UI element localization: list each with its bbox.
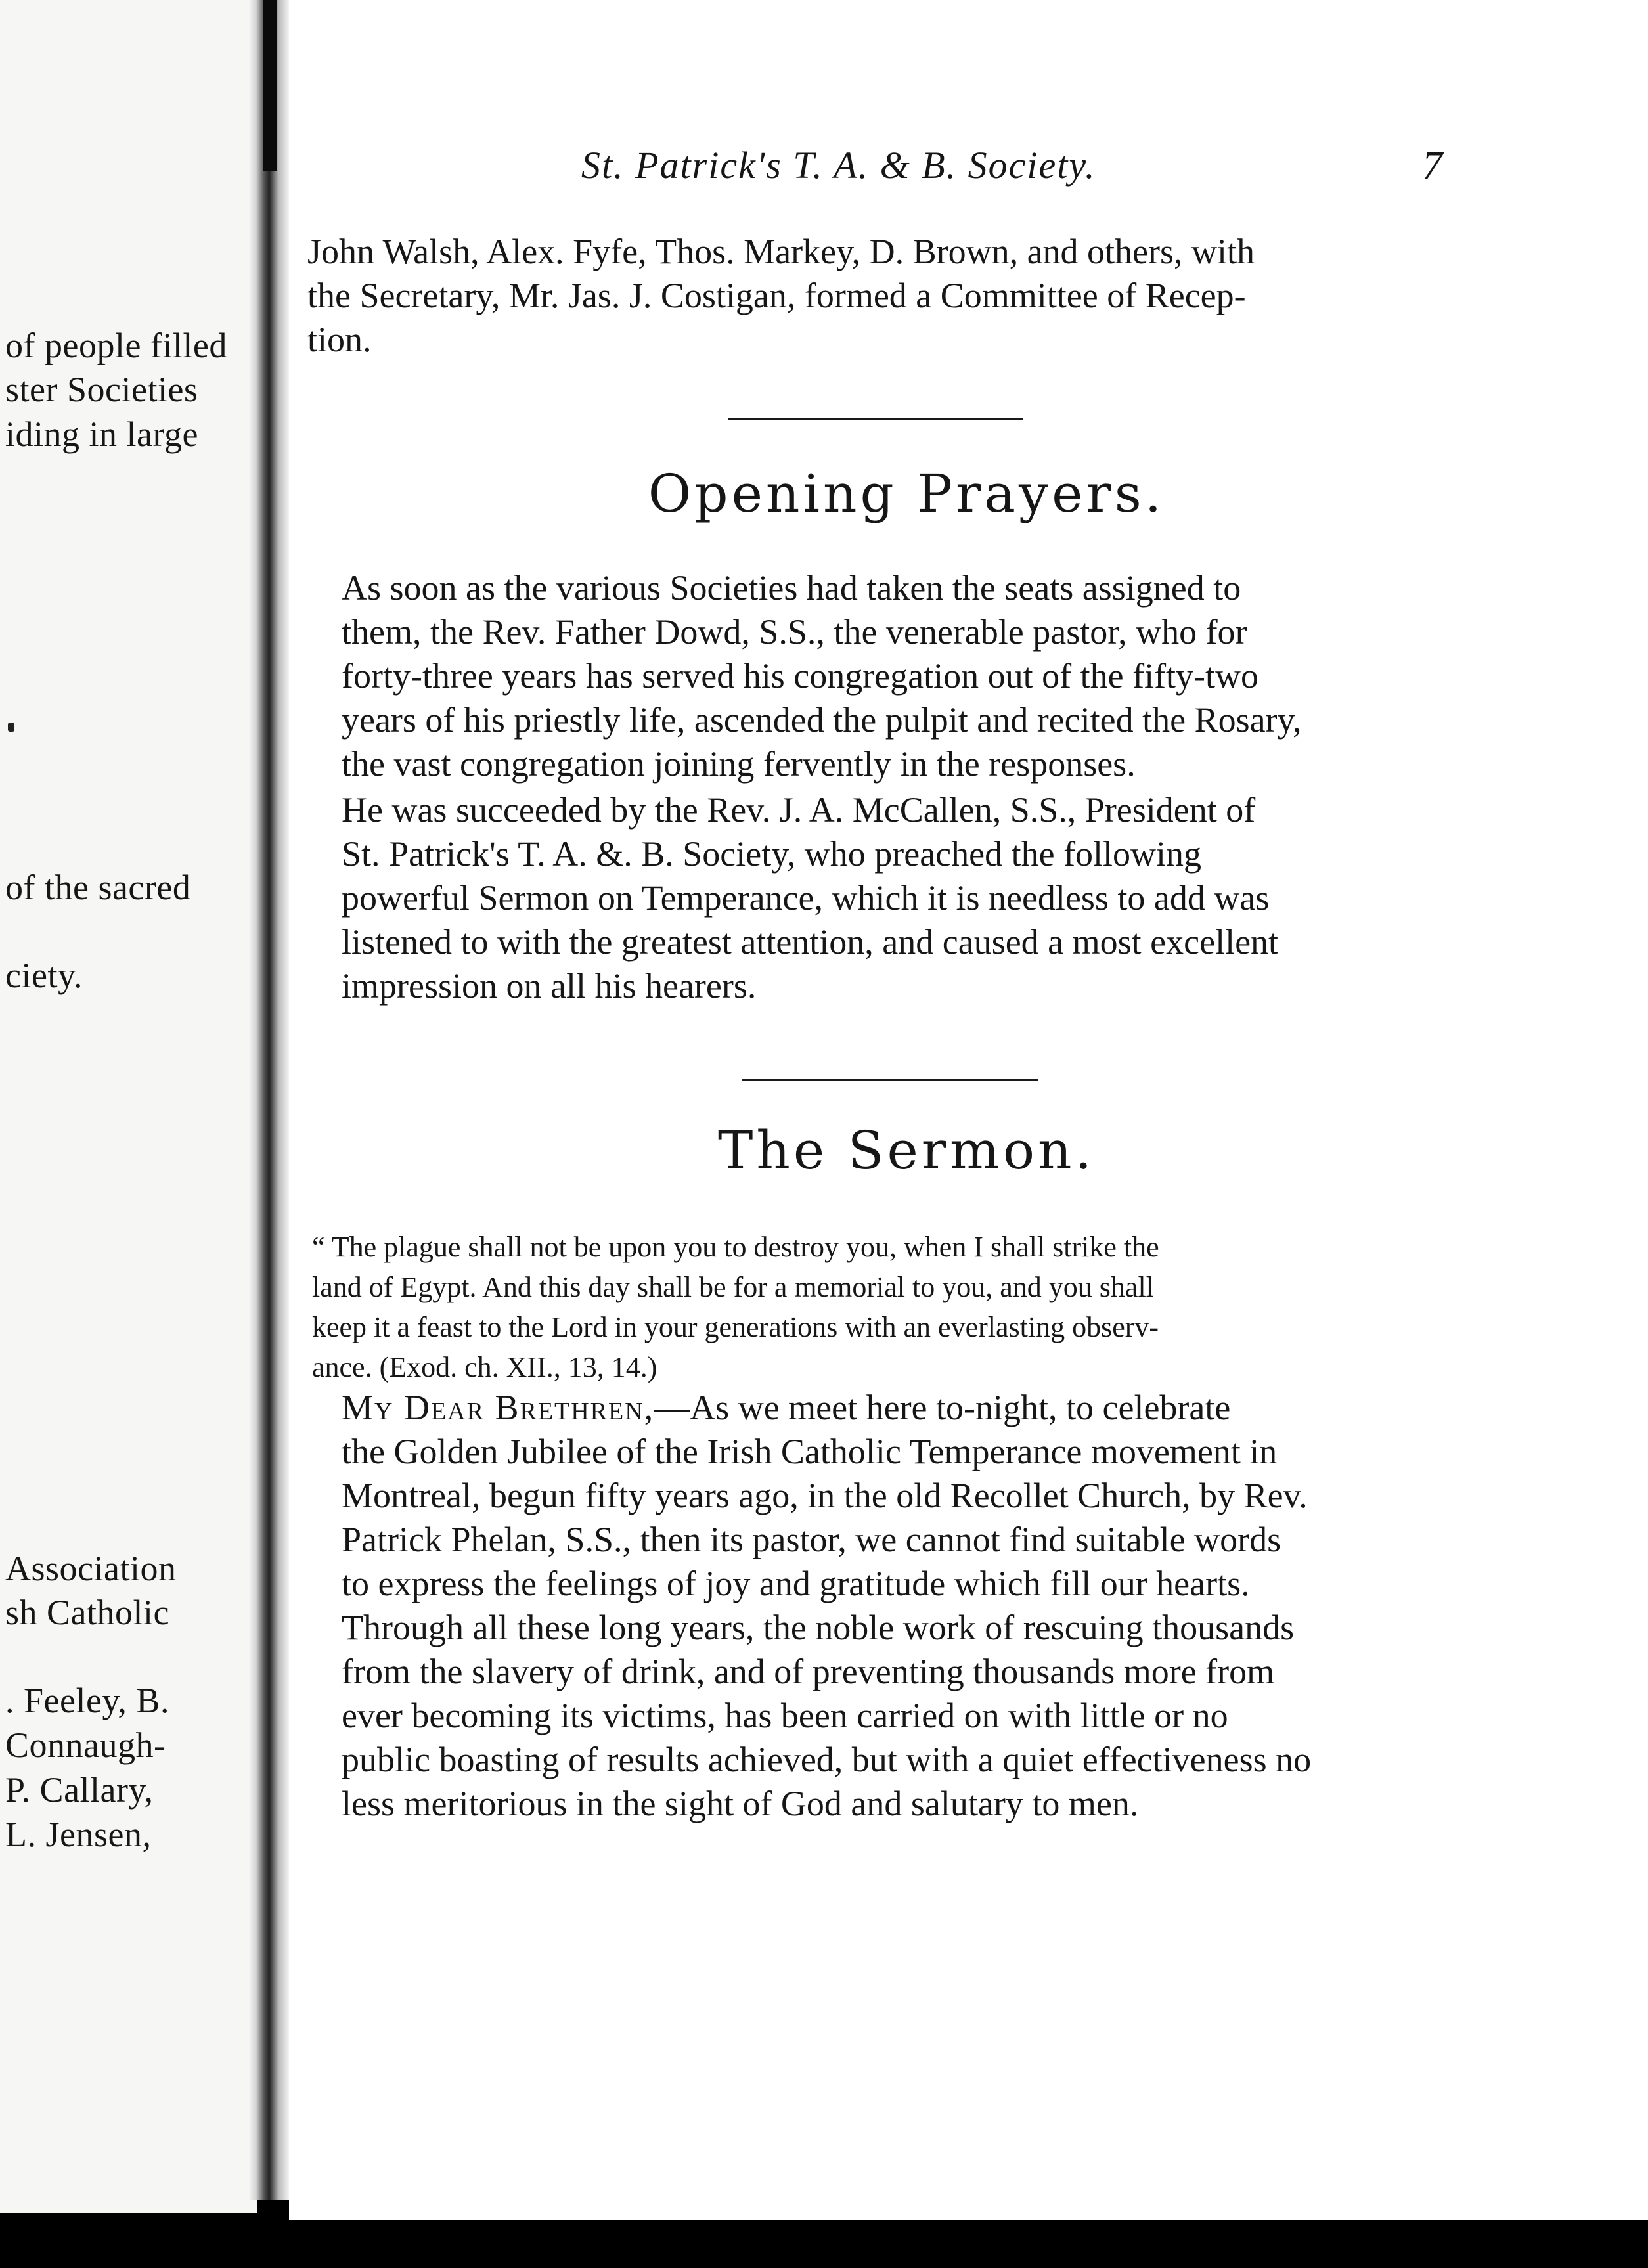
text-line: years of his priestly life, ascended the pulpit and recited the Rosary, [342,700,1302,740]
text-line: to express the feelings of joy and gratitude which fill our hearts. [342,1564,1250,1603]
text-line: listened to with the greatest attention, and caused a most excellent [342,922,1279,962]
book-page [289,0,1648,2220]
running-title: St. Patrick's T. A. & B. Society. [581,144,1096,187]
facing-page-fragment: Association [5,1549,177,1588]
text-line: St. Patrick's T. A. &. B. Society, who preached the following [342,834,1202,874]
text-line: “ The plague shall not be upon you to destroy you, when I shall strike the [312,1231,1159,1263]
facing-page-fragment: ciety. [5,956,83,995]
text-line: forty-three years has served his congregation out of the fifty-two [342,656,1259,696]
text-line: powerful Sermon on Temperance, which it is needless to add was [342,878,1270,918]
gutter-mark [8,723,14,732]
text-line: —As we meet here to-night, to celebrate [654,1388,1231,1427]
text-line: them, the Rev. Father Dowd, S.S., the venerable pastor, who for [342,612,1247,652]
text-line: public boasting of results achieved, but with a quiet effectiveness no [342,1740,1312,1779]
facing-page-fragment: iding in large [5,414,198,454]
sermon-opening-paragraph [307,1386,1480,1826]
text-line: less meritorious in the sight of God and salutary to men. [342,1784,1139,1823]
page-number: 7 [1422,144,1442,189]
text-line: land of Egypt. And this day shall be for a memorial to you, and you shall [312,1271,1154,1303]
text-line: ever becoming its victims, has been carried on with little or no [342,1696,1228,1735]
text-line: the Golden Jubilee of the Irish Catholic Temperance movement in [342,1432,1278,1471]
continued-paragraph [307,230,1480,362]
text-line: tion. [307,320,372,359]
facing-page-fragment: L. Jensen, [5,1815,152,1854]
section-divider [742,1079,1038,1081]
facing-page-fragment: . Feeley, B. [5,1681,169,1720]
text-line: John Walsh, Alex. Fyfe, Thos. Markey, D. Brown, and others, with [307,232,1255,271]
facing-page [0,0,257,2213]
text-line: Through all these long years, the noble work of rescuing thousands [342,1608,1295,1647]
facing-page-fragment: ster Societies [5,370,198,409]
opening-prayers-paragraph [307,566,1480,786]
facing-page-fragment: of the sacred [5,868,191,907]
text-line: the Secretary, Mr. Jas. J. Costigan, formed a Committee of Recep- [307,276,1246,315]
section-heading-opening-prayers: Opening Prayers. [648,463,1165,524]
text-line: As soon as the various Societies had taken the seats assigned to [342,568,1241,608]
facing-page-fragment: of people filled [5,326,227,365]
facing-page-fragment: P. Callary, [5,1770,154,1810]
scripture-epigraph [312,1227,1478,1387]
text-line: the vast congregation joining fervently in the responses. [342,744,1136,784]
text-line: impression on all his hearers. [342,966,757,1006]
facing-page-fragment: Connaugh- [5,1725,166,1765]
text-line: ance. (Exod. ch. XII., 13, 14.) [312,1351,657,1383]
text-line: Patrick Phelan, S.S., then its pastor, we cannot find suitable words [342,1520,1281,1559]
binding-edge [263,0,277,171]
text-line: from the slavery of drink, and of preventing thousands more from [342,1652,1275,1691]
facing-page-fragment: sh Catholic [5,1593,169,1632]
text-line: He was succeeded by the Rev. J. A. McCallen, S.S., President of [342,790,1256,830]
text-line: Montreal, begun fifty years ago, in the old Recollet Church, by Rev. [342,1476,1308,1515]
text-line: keep it a feast to the Lord in your generations with an everlasting observ- [312,1311,1159,1343]
scan-border [0,2220,1648,2268]
section-heading-sermon: The Sermon. [717,1120,1096,1181]
opening-prayers-paragraph [307,788,1480,1008]
section-divider [728,418,1023,420]
salutation: My Dear Brethren, [342,1388,655,1427]
book-gutter [250,0,289,2200]
